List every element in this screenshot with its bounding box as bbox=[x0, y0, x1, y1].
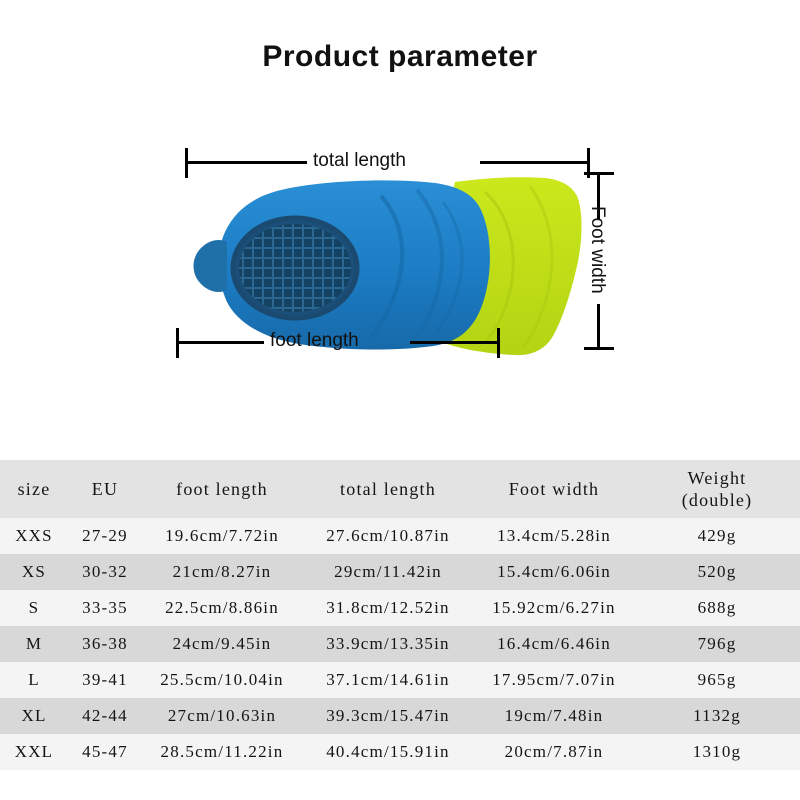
foot-width-cap-top bbox=[584, 172, 614, 175]
cell-size: XXS bbox=[15, 526, 53, 545]
cell-weight: 1310g bbox=[692, 742, 742, 761]
size-chart-table bbox=[0, 460, 800, 770]
header-size: size bbox=[0, 460, 68, 518]
table-body bbox=[0, 518, 800, 770]
fin-svg bbox=[185, 170, 595, 370]
header-weight bbox=[634, 460, 800, 518]
cell-weight: 429g bbox=[697, 526, 737, 545]
cell-eu: 30-32 bbox=[82, 562, 128, 581]
total-length-line-left bbox=[185, 161, 307, 164]
cell-total-length: 39.3cm/15.47in bbox=[326, 706, 450, 725]
cell-eu: 27-29 bbox=[82, 526, 128, 545]
cell-foot-width: 17.95cm/7.07in bbox=[492, 670, 616, 689]
table-row bbox=[0, 662, 800, 698]
fin-dimension-diagram bbox=[0, 110, 800, 450]
cell-foot-length: 24cm/9.45in bbox=[172, 634, 272, 653]
cell-weight: 688g bbox=[697, 598, 737, 617]
foot-length-line-left bbox=[176, 341, 264, 344]
foot-length-line-right bbox=[410, 341, 500, 344]
header-weight-line1: Weight bbox=[687, 467, 747, 488]
cell-foot-length: 27cm/10.63in bbox=[167, 706, 277, 725]
foot-width-line-lower bbox=[597, 304, 600, 350]
cell-total-length: 27.6cm/10.87in bbox=[326, 526, 450, 545]
cell-total-length: 40.4cm/15.91in bbox=[326, 742, 450, 761]
table-row bbox=[0, 518, 800, 554]
foot-width-cap-bottom bbox=[584, 347, 614, 350]
total-length-label: total length bbox=[313, 150, 406, 171]
foot-length-cap-left bbox=[176, 328, 179, 358]
cell-total-length: 33.9cm/13.35in bbox=[326, 634, 450, 653]
cell-foot-width: 15.92cm/6.27in bbox=[492, 598, 616, 617]
header-weight-line2: (double) bbox=[681, 490, 753, 510]
cell-eu: 33-35 bbox=[82, 598, 128, 617]
cell-size: XXL bbox=[14, 742, 54, 761]
page-title: Product parameter bbox=[262, 40, 538, 73]
cell-weight: 965g bbox=[697, 670, 737, 689]
table-header-row bbox=[0, 460, 800, 518]
total-length-line-right bbox=[480, 161, 590, 164]
table-row bbox=[0, 626, 800, 662]
cell-foot-length: 22.5cm/8.86in bbox=[165, 598, 279, 617]
header-foot-width: Foot width bbox=[474, 460, 634, 518]
fin-illustration bbox=[185, 170, 595, 370]
cell-total-length: 29cm/11.42in bbox=[334, 562, 442, 581]
cell-size: XS bbox=[21, 562, 47, 581]
cell-eu: 39-41 bbox=[82, 670, 128, 689]
cell-eu: 42-44 bbox=[82, 706, 128, 725]
cell-total-length: 31.8cm/12.52in bbox=[326, 598, 450, 617]
table-row bbox=[0, 554, 800, 590]
cell-eu: 36-38 bbox=[82, 634, 128, 653]
header-foot-length: foot length bbox=[142, 460, 302, 518]
cell-size: L bbox=[28, 670, 40, 689]
cell-total-length: 37.1cm/14.61in bbox=[326, 670, 450, 689]
cell-foot-width: 16.4cm/6.46in bbox=[497, 634, 611, 653]
cell-weight: 796g bbox=[697, 634, 737, 653]
table-row bbox=[0, 698, 800, 734]
cell-foot-length: 25.5cm/10.04in bbox=[160, 670, 284, 689]
cell-foot-length: 21cm/8.27in bbox=[172, 562, 272, 581]
cell-foot-width: 15.4cm/6.06in bbox=[497, 562, 611, 581]
cell-foot-width: 13.4cm/5.28in bbox=[497, 526, 611, 545]
cell-foot-length: 28.5cm/11.22in bbox=[160, 742, 284, 761]
foot-length-label: foot length bbox=[270, 330, 359, 351]
foot-width-label: Foot width bbox=[587, 206, 608, 294]
cell-foot-length: 19.6cm/7.72in bbox=[165, 526, 279, 545]
cell-size: S bbox=[28, 598, 40, 617]
fin-heel-loop bbox=[194, 240, 228, 292]
foot-length-cap-right bbox=[497, 328, 500, 358]
cell-weight: 520g bbox=[697, 562, 737, 581]
cell-size: XL bbox=[21, 706, 47, 725]
table-row bbox=[0, 590, 800, 626]
cell-foot-width: 20cm/7.87in bbox=[504, 742, 604, 761]
table-head bbox=[0, 460, 800, 518]
table-row bbox=[0, 734, 800, 770]
cell-weight: 1132g bbox=[693, 706, 741, 725]
header-total-length: total length bbox=[302, 460, 474, 518]
cell-foot-width: 19cm/7.48in bbox=[504, 706, 604, 725]
header-eu: EU bbox=[68, 460, 142, 518]
cell-eu: 45-47 bbox=[82, 742, 128, 761]
cell-size: M bbox=[25, 634, 43, 653]
